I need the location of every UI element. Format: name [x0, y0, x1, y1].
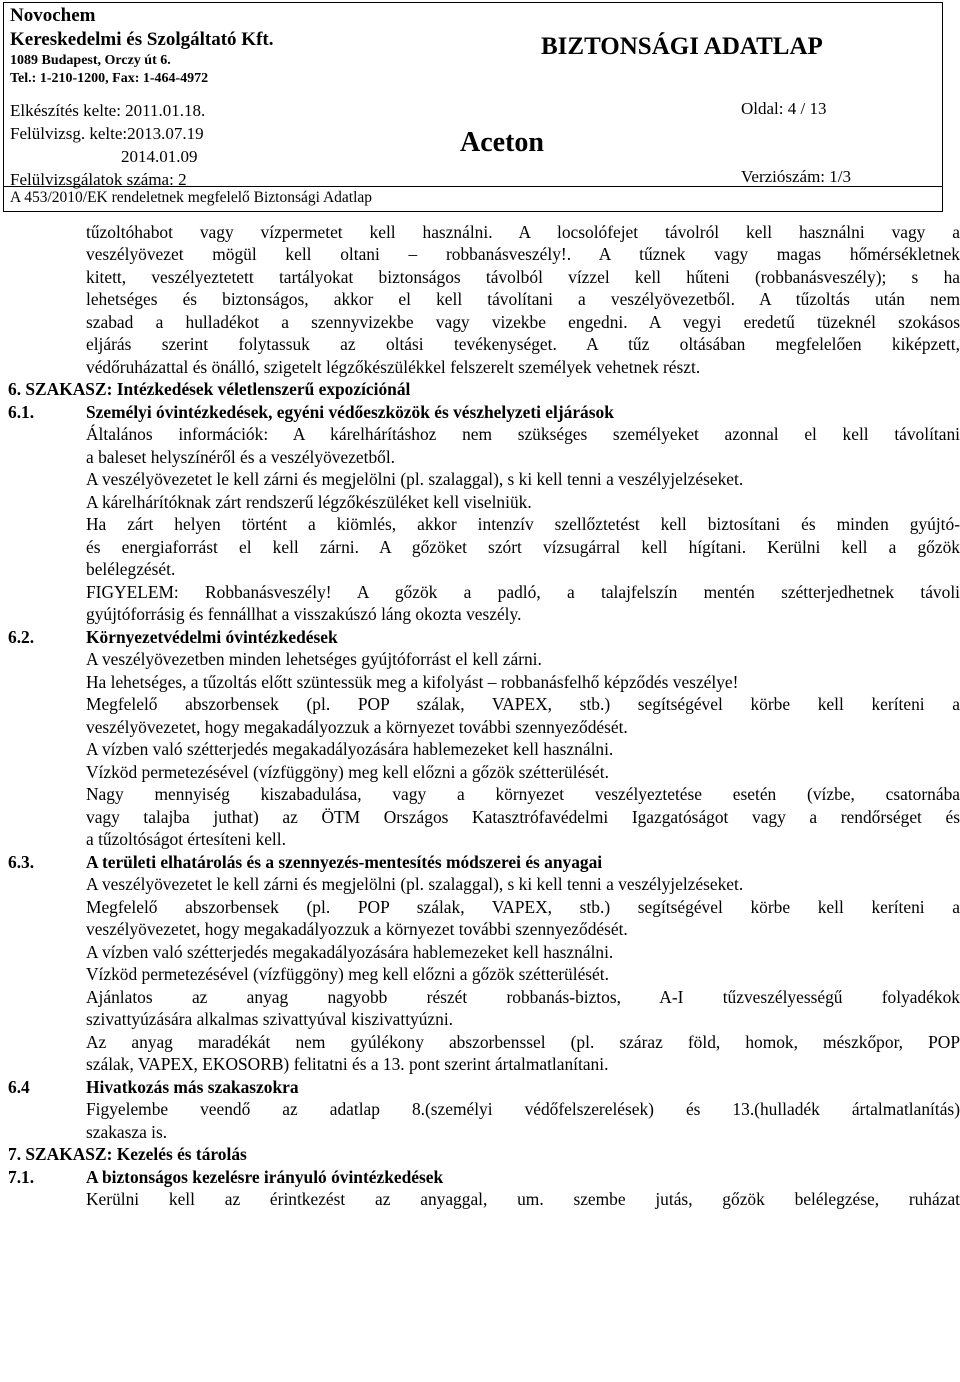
version-number: Verziószám: 1/3	[741, 167, 851, 186]
revised-date-2: 2014.01.09	[121, 147, 198, 166]
section-heading: 7. SZAKASZ: Kezelés és tárolás	[8, 1144, 247, 1164]
text-line: lehetséges és biztonságos, akkor el kell távolítani a veszélyövezetből. A tűzoltás után nem	[86, 289, 960, 309]
text-line: Ha lehetséges, a tűzoltás előtt szüntessük meg a kifolyást – robbanásfelhő képződés veszélye!	[86, 672, 739, 692]
text-line: gyújtóforrásig és fennállhat a visszakúszó láng okozta veszély.	[86, 604, 522, 624]
text-line: eljárás szerint folytassuk az oltási tevékenységet. A tűz oltásában megfelelően kiképzett,	[86, 334, 960, 354]
subsection-number: 6.4	[8, 1077, 30, 1097]
text-line: FIGYELEM: Robbanásveszély! A gőzök a padló, a talajfelszín mentén szétterjedhetnek távoli	[86, 582, 960, 602]
text-line: szivattyúzására alkalmas szivattyúval kiszivattyúzni.	[86, 1009, 454, 1029]
text-line: Ha zárt helyen történt a kiömlés, akkor intenzív szellőztetést kell biztosítani és minden gyújtó-	[86, 514, 960, 534]
subsection-title: A biztonságos kezelésre irányuló óvintézkedések	[86, 1167, 444, 1187]
text-line: Vízköd permetezésével (vízfüggöny) meg kell előzni a gőzök szétterülését.	[86, 762, 609, 782]
header-divider	[4, 186, 942, 187]
company-phone-fax: Tel.: 1-210-1200, Fax: 1-464-4972	[10, 70, 209, 86]
text-line: a baleset helyszínéről és a veszélyövezetből.	[86, 447, 396, 467]
text-line: Az anyag maradékát nem gyúlékony abszorbenssel (pl. száraz föld, homok, mészkőpor, POP	[86, 1032, 960, 1052]
text-line: Megfelelő abszorbensek (pl. POP szálak, VAPEX, stb.) segítségével körbe kell keríteni a	[86, 897, 960, 917]
text-line: A veszélyövezetet le kell zárni és megjelölni (pl. szalaggal), s ki kell tenni a veszélyjelzéseket.	[86, 874, 744, 894]
text-line: védőruházattal és önálló, szigetelt légzőkészülékkel felszerelt személyek vehetnek részt.	[86, 357, 701, 377]
subsection-number: 6.1.	[8, 402, 35, 422]
subsection-number: 6.3.	[8, 852, 35, 872]
text-line: belélegzését.	[86, 559, 176, 579]
company-address: 1089 Budapest, Orczy út 6.	[10, 52, 171, 68]
text-line: szabad a hulladékot a szennyvizekbe vagy vizekbe engedni. A vegyi eredetű tüzeknél szokásos	[86, 312, 960, 332]
text-line: Vízköd permetezésével (vízfüggöny) meg kell előzni a gőzök szétterülését.	[86, 964, 609, 984]
text-line: A veszélyövezetben minden lehetséges gyújtóforrást el kell zárni.	[86, 649, 542, 669]
text-line: kitett, veszélyeztetett tartályokat biztonságos távolból vízzel kell hűteni (robbanásveszély); s ha	[86, 267, 960, 287]
text-line: tűzoltóhabot vagy vízpermetet kell használni. A locsolófejet távolról kell használni vagy a	[86, 222, 960, 242]
text-line: Kerülni kell az érintkezést az anyaggal, um. szembe jutás, gőzök belélegzése, ruházat	[86, 1189, 960, 1209]
subsection-number: 6.2.	[8, 627, 35, 647]
text-line: Általános információk: A kárelhárításhoz nem szükséges személyeket azonnal el kell távolítani	[86, 424, 960, 444]
text-line: Megfelelő abszorbensek (pl. POP szálak, VAPEX, stb.) segítségével körbe kell keríteni a	[86, 694, 960, 714]
text-line: A veszélyövezetet le kell zárni és megjelölni (pl. szalaggal), s ki kell tenni a veszélyjelzéseket.	[86, 469, 744, 489]
text-line: Figyelembe veendő az adatlap 8.(személyi védőfelszerelések) és 13.(hulladék ártalmatlanítás)	[86, 1099, 960, 1119]
page-number: Oldal: 4 / 13	[741, 99, 827, 118]
product-name: Aceton	[460, 127, 544, 158]
text-line: szakasza is.	[86, 1122, 168, 1142]
company-block	[10, 5, 274, 87]
text-line: A vízben való szétterjedés megakadályozására hablemezeket kell használni.	[86, 739, 614, 759]
revision-count: Felülvizsgálatok száma: 2	[10, 170, 187, 189]
text-line: a tűzoltóságot értesíteni kell.	[86, 829, 286, 849]
subsection-title: A területi elhatárolás és a szennyezés-mentesítés módszerei és anyagai	[86, 852, 603, 872]
subsection-title: Személyi óvintézkedések, egyéni védőeszközök és vészhelyzeti eljárások	[86, 402, 614, 422]
document-title: BIZTONSÁGI ADATLAP	[541, 33, 823, 60]
company-type: Kereskedelmi és Szolgáltató Kft.	[10, 28, 274, 50]
text-line: veszélyövezetet, hogy megakadályozzuk a környezet további szennyeződését.	[86, 717, 628, 737]
text-line: Ajánlatos az anyag nagyobb részét robbanás-biztos, A-I tűzveszélyességű folyadékok	[86, 987, 960, 1007]
revised-date: Felülvizsg. kelte:2013.07.19	[10, 124, 204, 143]
text-line: veszélyövezet mögül kell oltani – robbanásveszély!. A tűznek vagy magas hőmérsékletnek	[86, 244, 960, 264]
section-heading: 6. SZAKASZ: Intézkedések véletlenszerű expozíciónál	[8, 379, 411, 399]
text-line: Nagy mennyiség kiszabadulása, vagy a környezet veszélyeztetése esetén (vízbe, csatornába	[86, 784, 960, 804]
company-name: Novochem	[10, 5, 96, 26]
subsection-title: Környezetvédelmi óvintézkedések	[86, 627, 338, 647]
created-date: Elkészítés kelte: 2011.01.18.	[10, 101, 206, 120]
text-line: A vízben való szétterjedés megakadályozására hablemezeket kell használni.	[86, 942, 614, 962]
text-line: veszélyövezetet, hogy megakadályozzuk a környezet további szennyeződését.	[86, 919, 628, 939]
text-line: és energiaforrást el kell zárni. A gőzöket szórt vízsugárral kell hígítani. Kerülni kell a gőzök	[86, 537, 960, 557]
date-block	[10, 99, 205, 191]
regulation-note: A 453/2010/EK rendeletnek megfelelő Biztonsági Adatlap	[10, 189, 373, 206]
subsection-number: 7.1.	[8, 1167, 35, 1187]
subsection-title: Hivatkozás más szakaszokra	[86, 1077, 299, 1097]
text-line: vagy talajba juthat) az ÖTM Országos Katasztrófavédelmi Igazgatóságot vagy a rendőrséget és	[86, 807, 960, 827]
document-header	[3, 2, 943, 212]
text-line: szálak, VAPEX, EKOSORB) felitatni és a 13. pont szerint ártalmatlanítani.	[86, 1054, 609, 1074]
text-line: A kárelhárítóknak zárt rendszerű légzőkészüléket kell viselniük.	[86, 492, 532, 512]
